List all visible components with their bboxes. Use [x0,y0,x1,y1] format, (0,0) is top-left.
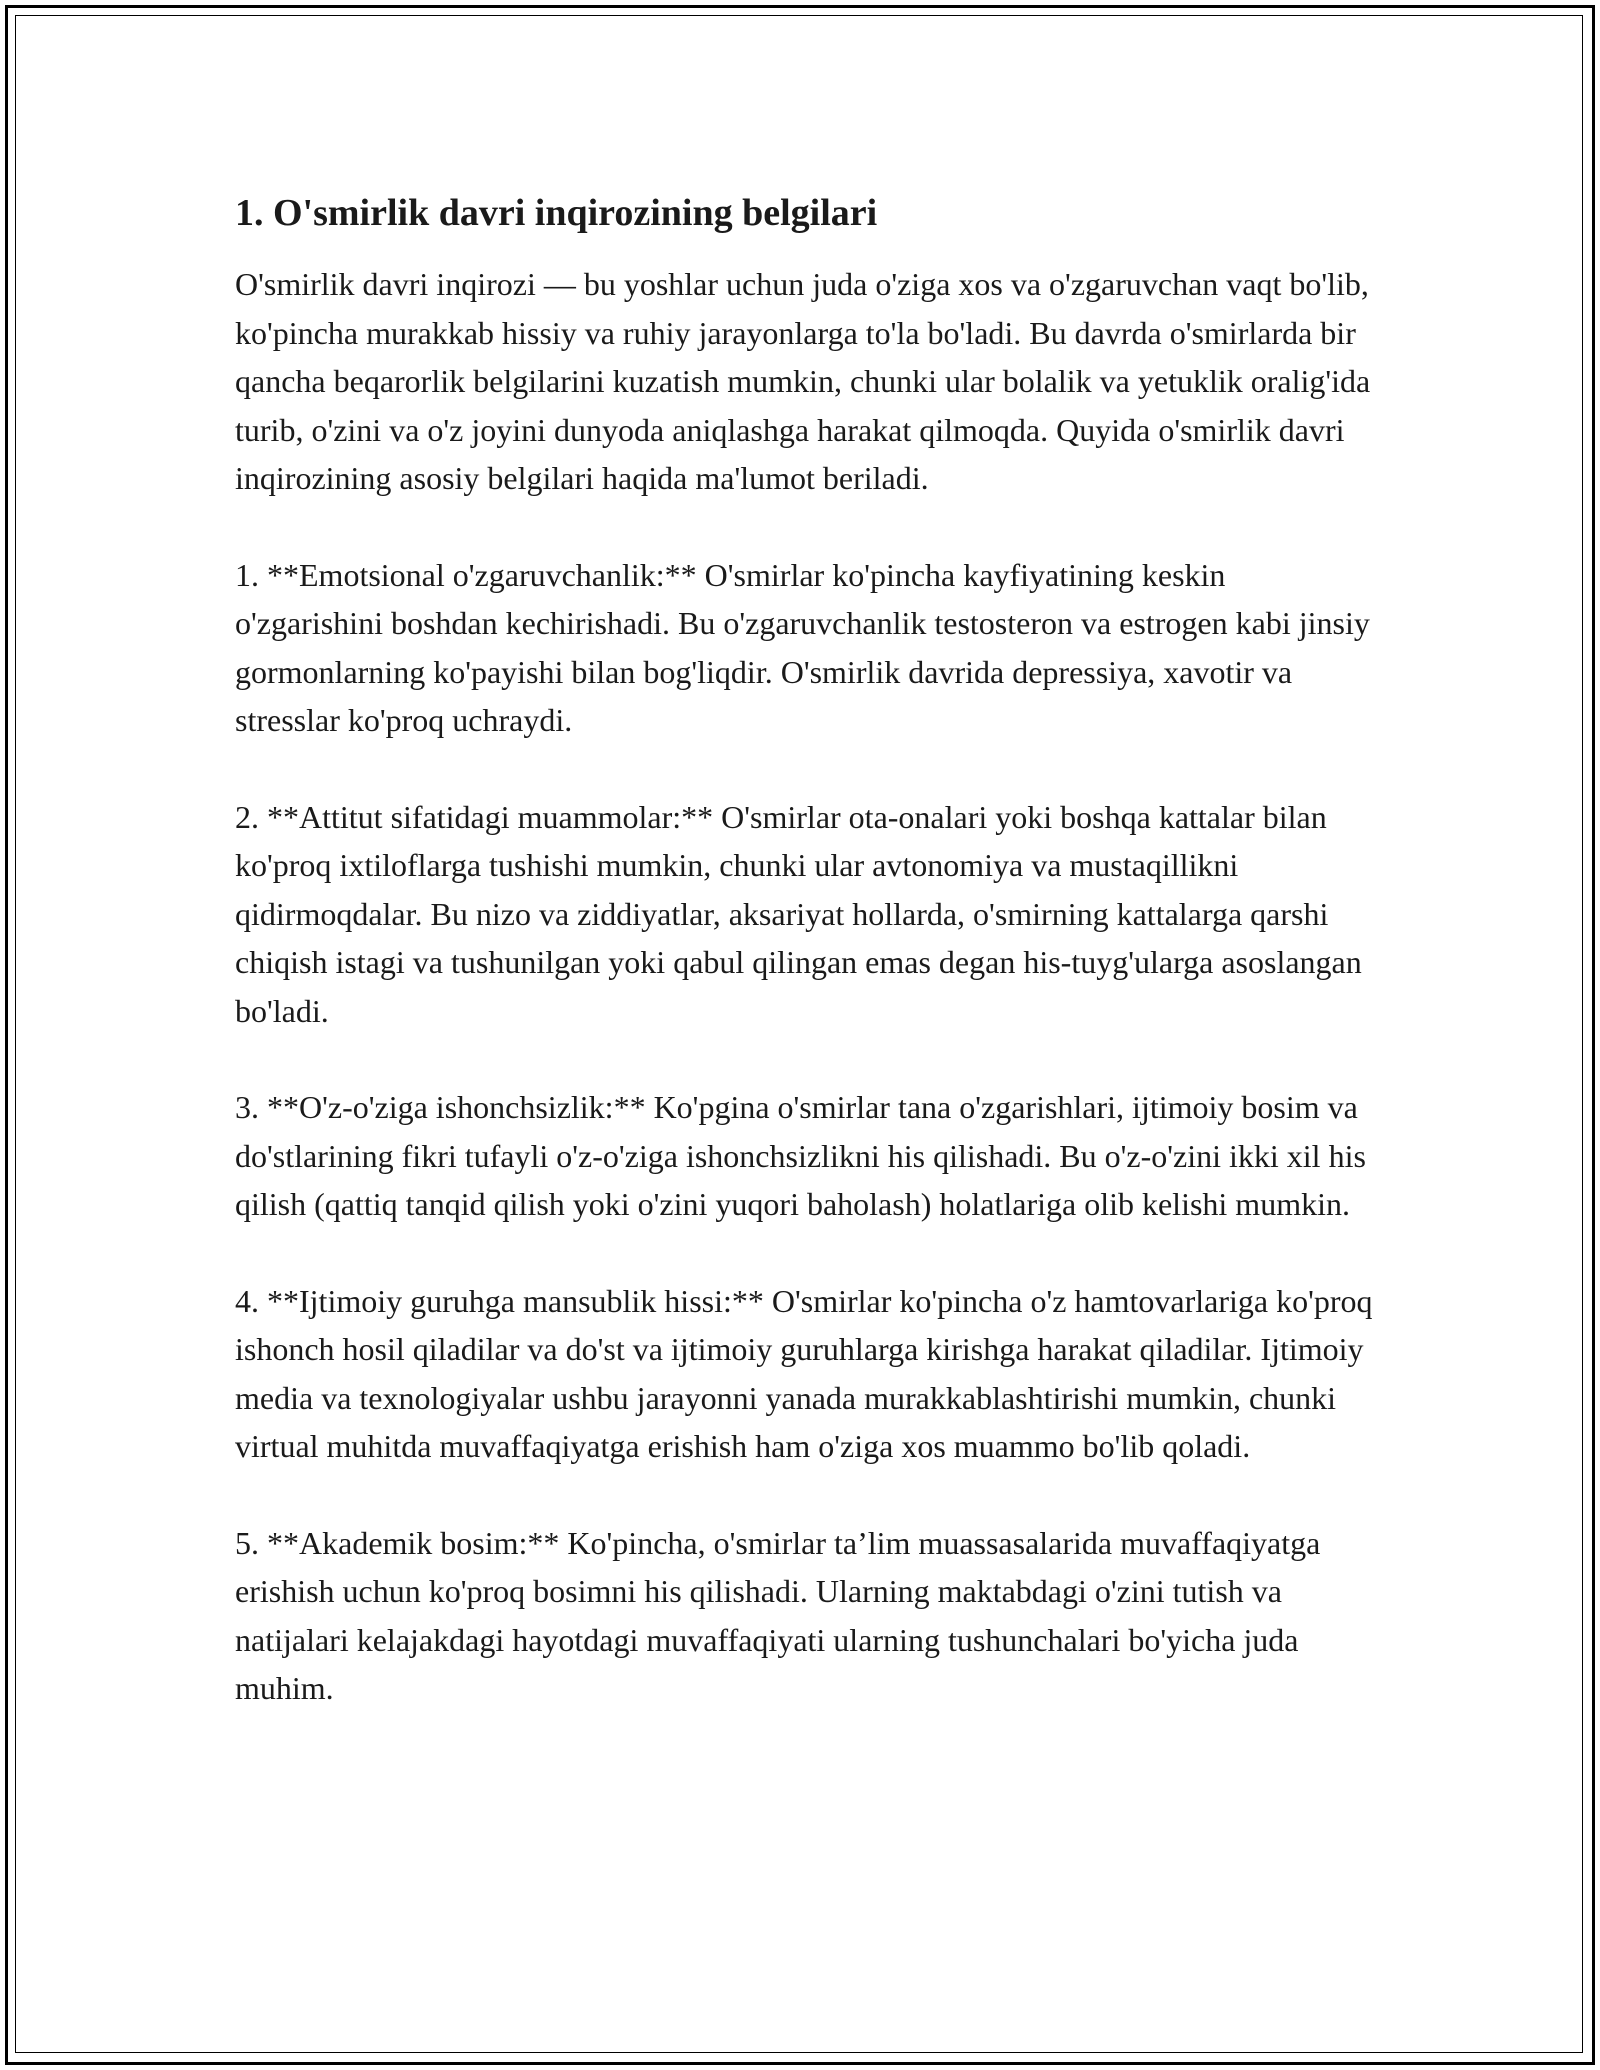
document-body [235,186,1375,1761]
list-item-emotional-variability: 1. **Emotsional o'zgaruvchanlik:** O'smirlar ko'pincha kayfiyatining keskin o'zgarishini boshdan kechirishadi. Bu o'zgaruvchanlik testosteron va estrogen kabi jinsiy gormonlarning ko'payishi bilan bog'liqdir. O'smirlik davrida depressiya, xavotir va stresslar ko'proq uchraydi. [235,556,1370,738]
section-heading: 1. O'smirlik davri inqirozining belgilari [235,192,878,234]
intro-paragraph: O'smirlik davri inqirozi — bu yoshlar uchun juda o'ziga xos va o'zgaruvchan vaqt bo'lib, ko'pincha murakkab hissiy va ruhiy jarayonlarga to'la bo'ladi. Bu davrda o'smirlarda bir qancha beqarorlik belgilarini kuzatish mumkin, chunki ular bolalik va yetuklik oralig'ida turib, o'zini va o'z joyini dunyoda aniqlashga harakat qilmoqda. Quyida o'smirlik davri inqirozining asosiy belgilari haqida ma'lumot beriladi. [235,266,1371,496]
list-item-attitude-problems: 2. **Attitut sifatidagi muammolar:** O'smirlar ota-onalari yoki boshqa kattalar bilan ko'proq ixtiloflarga tushishi mumkin, chunki ular avtonomiya va mustaqillikni qidirmoqdalar. Bu nizo va ziddiyatlar, aksariyat hollarda, o'smirning kattalarga qarshi chiqish istagi va tushunilgan yoki qabul qilingan emas degan his-tuyg'ularga asoslangan bo'ladi. [235,798,1362,1029]
list-item-self-doubt: 3. **O'z-o'ziga ishonchsizlik:** Ko'pgina o'smirlar tana o'zgarishlari, ijtimoiy bosim va do'stlarining fikri tufayli o'z-o'ziga ishonchsizlikni his qilishadi. Bu o'z-o'zini ikki xil his qilish (qattiq tanqid qilish yoki o'zini yuqori baholash) holatlariga olib kelishi mumkin. [235,1089,1366,1222]
list-item-social-belonging: 4. **Ijtimoiy guruhga mansublik hissi:** O'smirlar ko'pincha o'z hamtovarlariga ko'proq ishonch hosil qiladilar va do'st va ijtimoiy guruhlarga kirishga harakat qiladilar. Ijtimoiy media va texnologiyalar ushbu jarayonni yanada murakkablashtirishi mumkin, chunki virtual muhitda muvaffaqiyatga erishish ham o'ziga xos muammo bo'lib qoladi. [235,1282,1373,1464]
list-item-academic-pressure: 5. **Akademik bosim:** Ko'pincha, o'smirlar ta’lim muassasalarida muvaffaqiyatga erishish uchun ko'proq bosimni his qilishadi. Ularning maktabdagi o'zini tutish va natijalari kelajakdagi hayotdagi muvaffaqiyati ularning tushunchalari bo'yicha juda muhim. [235,1524,1321,1706]
